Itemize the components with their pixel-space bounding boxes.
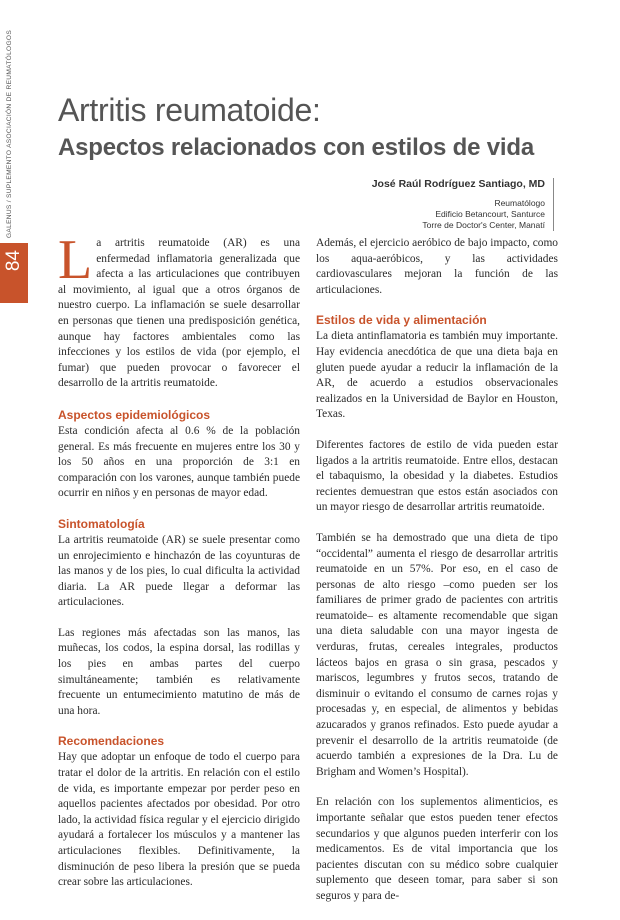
paragraph-suplementos: En relación con los suplementos alimenticios, es importante señalar que estos pueden tener efectos secundarios y que algunos pueden interferir con los medicamentos. Es de vital importancia que los pacientes discutan con su médico sobre cualquier suplemento que deseen tomar, para saber si son seguros y para de- (316, 796, 558, 902)
heading-recomendaciones: Recomendaciones (58, 734, 165, 749)
heading-epidemiologia: Aspectos epidemiológicos (58, 407, 211, 422)
paragraph-dieta: La dieta antinflamatoria es también muy importante. Hay evidencia anecdótica de que una dieta baja en gluten puede ayudar a reducir la inflamación de la AR, de acuerdo a estudios observacionales realizados en la Universidad de Baylor en Houston, Texas. (316, 330, 558, 421)
paragraph-sintomatologia-2: Las regiones más afectadas son las manos, las muñecas, los codos, la espina dorsal, las rodillas y los pies en ambas partes del cuerpo simultáneamente; también es relativamente frecuente un entumecimiento matutino de más de una hora. (58, 626, 300, 717)
intro-paragraph (58, 229, 300, 392)
paragraph-ejercicio: Además, el ejercicio aeróbico de bajo impacto, como los aqua-aeróbicos, y las actividades cardiovasculares mejoran la función de las articulaciones. (316, 237, 558, 296)
right-column (316, 236, 558, 920)
left-column (58, 229, 300, 906)
page-number: 84 (3, 250, 24, 272)
author-block (372, 178, 554, 231)
heading-estilos-vida: Estilos de vida y alimentación (316, 313, 487, 328)
author-address-1: Edificio Betancourt, Santurce (435, 209, 545, 219)
heading-sintomatologia: Sintomatología (58, 516, 145, 531)
intro-text: a artritis reumatoide (AR) es una enfermedad inflamatoria generalizada que afecta a las articulaciones que contribuyen al movimiento, al igual que a otros órganos de nuestro cuerpo. La inflamación se suele desarrollar en personas que tienen una predisposición genética, aunque hay factores ambientales como las infecciones y los estilos de vida (por ejemplo, el fumar) que pueden provocar o favorecer el desarrollo de la artritis reumatoide. (58, 237, 300, 390)
author-address-2: Torre de Doctor's Center, Manatí (422, 220, 545, 230)
paragraph-epidemiologia: Esta condición afecta al 0.6 % de la población general. Es más frecuente en mujeres entre los 30 y los 50 años en una proporción de 3:1 en comparación con los varones, aunque también puede ocurrir en niños y en personas de mayor edad. (58, 424, 300, 500)
author-name: José Raúl Rodríguez Santiago, MD (371, 178, 545, 190)
author-role: Reumatólogo (494, 198, 545, 208)
paragraph-factores: Diferentes factores de estilo de vida pueden estar ligados a la artritis reumatoide. Entre ellos, destacan el tabaquismo, la obesidad y la diabetes. Estudios recientes demuestran que estos están asociados con un mayor riesgo de desarrollar artritis reumatoide. (316, 438, 558, 514)
paragraph-sintomatologia-1: La artritis reumatoide (AR) se suele presentar como un enrojecimiento e hinchazón de las coyunturas de las manos y de los pies, lo cual dificulta la actividad diaria. La AR puede llegar a deformar las articulaciones. (58, 533, 300, 609)
running-head: GALENUS / SUPLEMENTO ASOCIACIÓN DE REUMATÓLOGOS (6, 30, 13, 239)
article-title: Artritis reumatoide: (58, 92, 321, 128)
drop-cap: L (58, 229, 93, 291)
paragraph-recomendaciones: Hay que adoptar un enfoque de todo el cuerpo para tratar el dolor de la artritis. En relación con el estilo de vida, es importante empezar por perder peso en aquellos pacientes afectados por obesidad. Por otro lado, la actividad física regular y el ejercicio dirigido ayudará a fortalecer los músculos y a mantener las articulaciones flexibles. Definitivamente, la disminución de peso libera la presión que se pueda crear sobre las articulaciones. (58, 751, 300, 889)
article-subtitle: Aspectos relacionados con estilos de vida (58, 134, 534, 161)
paragraph-dieta-occidental: También se ha demostrado que una dieta de tipo “occidental” aumenta el riesgo de desarrollar artritis reumatoide en un 57%. Por eso, en el caso de personas de alto riesgo –como pueden ser los familiares de primer grado de pacientes con artritis reumatoide– es altamente recomendable que sigan una dieta saludable con una mayor ingesta de verduras, frutas, cereales integrales, productos lácteos bajos en grasa o sin grasa, pescados y mariscos, legumbres y frutos secos, tratando de disminuir o evitando el consumo de carnes rojas y procesadas y, en especial, de alimentos y bebidas azucarados y granos refinados. Esto puede ayudar a prevenir el desarrollo de la artritis reumatoide (de acuerdo también a expresiones de la Dra. Lu de Brigham and Women’s Hospital). (316, 531, 558, 778)
running-head-band (0, 0, 28, 802)
